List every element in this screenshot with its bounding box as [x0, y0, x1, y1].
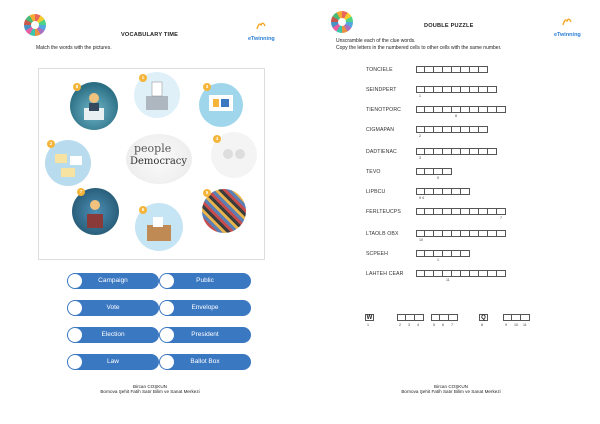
answer-cell[interactable]: [443, 250, 452, 257]
footer: [50, 384, 250, 394]
school-logo: [331, 11, 353, 33]
answer-cell[interactable]: [425, 230, 434, 237]
final-cell[interactable]: [431, 314, 440, 321]
clue-word: LTAOLB OBX: [366, 231, 399, 237]
answer-cell[interactable]: [416, 168, 425, 175]
answer-cell[interactable]: [452, 188, 461, 195]
etwinning-logo: eTwinning: [248, 18, 275, 42]
final-cell[interactable]: [521, 314, 530, 321]
answer-cell[interactable]: [416, 126, 425, 133]
answer-cell[interactable]: [470, 66, 479, 73]
answer-cell[interactable]: [452, 270, 461, 277]
footer-name: Bircan COŞKUN: [133, 384, 167, 389]
clue-word: CIGMAPAN: [366, 127, 395, 133]
etwinning-icon: [255, 21, 267, 31]
answer-cell[interactable]: [488, 208, 497, 215]
answer-cell[interactable]: [479, 230, 488, 237]
answer-cell[interactable]: [452, 86, 461, 93]
final-cells: [503, 314, 530, 321]
cell-number: 8: [455, 114, 457, 118]
answer-cell[interactable]: [443, 208, 452, 215]
answer-cell[interactable]: [416, 250, 425, 257]
final-number: 5: [433, 323, 435, 327]
answer-cell[interactable]: [497, 230, 506, 237]
answer-cell[interactable]: [434, 86, 443, 93]
answer-cell[interactable]: [452, 250, 461, 257]
answer-cells: [416, 168, 452, 175]
clue-word: TEVO: [366, 169, 381, 175]
answer-cell[interactable]: [461, 86, 470, 93]
answer-cell[interactable]: [443, 270, 452, 277]
answer-cell[interactable]: [479, 66, 488, 73]
etwinning-logo: eTwinning: [554, 14, 581, 38]
answer-cell[interactable]: [452, 148, 461, 155]
answer-cell[interactable]: [461, 270, 470, 277]
answer-cell[interactable]: [461, 188, 470, 195]
answer-cell[interactable]: [488, 106, 497, 113]
footer-school: Bornova Şehit Fatih Satır Bilim ve Sanat Merkezi: [401, 389, 501, 394]
cell-number: 2: [419, 134, 421, 138]
answer-cell[interactable]: [452, 106, 461, 113]
final-number: 6: [442, 323, 444, 327]
final-number: 10: [514, 323, 518, 327]
option-envelope[interactable]: Envelope: [159, 300, 251, 316]
final-number: 7: [451, 323, 453, 327]
number-badge: 2: [47, 140, 55, 148]
final-cell[interactable]: [406, 314, 415, 321]
final-cell[interactable]: [440, 314, 449, 321]
footer-school: Bornova Şehit Fatih Satır Bilim ve Sanat Merkezi: [100, 389, 200, 394]
answer-cell[interactable]: [470, 208, 479, 215]
final-number: 11: [523, 323, 527, 327]
answer-cells: [416, 208, 506, 215]
cell-number: 9 4: [419, 196, 424, 200]
final-number: 4: [417, 323, 419, 327]
answer-cell[interactable]: [452, 66, 461, 73]
answer-cell[interactable]: [470, 148, 479, 155]
instruction-2: Copy the letters in the numbered cells to other cells with the same number.: [336, 45, 502, 51]
cell-number: 3: [419, 156, 421, 160]
answer-cell[interactable]: [443, 126, 452, 133]
clue-word: FERLTEUCPS: [366, 209, 401, 215]
answer-cell[interactable]: [461, 230, 470, 237]
answer-cell[interactable]: [488, 270, 497, 277]
page-title: DOUBLE PUZZLE: [424, 23, 474, 29]
answer-cell[interactable]: [434, 148, 443, 155]
answer-cells: [416, 188, 470, 195]
answer-cell[interactable]: [443, 230, 452, 237]
footer: [351, 384, 551, 394]
answer-cell[interactable]: [461, 208, 470, 215]
number-badge: 6: [139, 206, 147, 214]
answer-cell[interactable]: [443, 168, 452, 175]
answer-cell[interactable]: [416, 148, 425, 155]
wordcloud-word-democracy: Democracy: [130, 156, 188, 167]
answer-cell[interactable]: [470, 86, 479, 93]
answer-cell[interactable]: [443, 148, 452, 155]
clue-word: DADTIENAC: [366, 149, 397, 155]
clue-word: LAHTEH CEAR: [366, 271, 404, 277]
option-ballot-box[interactable]: Ballot Box: [159, 354, 251, 370]
final-cells: [365, 314, 374, 321]
picture-panel: [38, 68, 265, 260]
cell-number: 7: [500, 216, 502, 220]
answer-cell[interactable]: [416, 106, 425, 113]
option-vote[interactable]: Vote: [67, 300, 159, 316]
number-badge: 7: [77, 188, 85, 196]
footer-name: Bircan COŞKUN: [434, 384, 468, 389]
answer-cell[interactable]: [470, 126, 479, 133]
final-number: 8: [481, 323, 483, 327]
number-badge: 1: [139, 74, 147, 82]
answer-cells: [416, 148, 497, 155]
answer-cells: [416, 66, 488, 73]
etwinning-icon: [561, 17, 573, 27]
answer-cell[interactable]: [434, 270, 443, 277]
answer-cell[interactable]: [425, 250, 434, 257]
answer-cell[interactable]: [461, 250, 470, 257]
answer-cell[interactable]: [443, 86, 452, 93]
cell-number: 1: [419, 94, 421, 98]
answer-cell[interactable]: [425, 270, 434, 277]
school-logo: [24, 14, 46, 36]
answer-cell[interactable]: [434, 250, 443, 257]
clue-word: SCPEEH: [366, 251, 388, 257]
answer-cell[interactable]: [416, 270, 425, 277]
final-number: 2: [399, 323, 401, 327]
final-cell[interactable]: [415, 314, 424, 321]
answer-cells: [416, 230, 506, 237]
instruction: Match the words with the pictures.: [36, 45, 112, 51]
answer-cells: [416, 126, 488, 133]
cell-number: 11: [446, 278, 450, 282]
answer-cell[interactable]: [461, 106, 470, 113]
answer-cell[interactable]: [416, 188, 425, 195]
cell-number: 1: [437, 258, 439, 262]
clue-word: LIPBCU: [366, 189, 386, 195]
cell-number: 10: [419, 238, 423, 242]
answer-cell[interactable]: [434, 188, 443, 195]
answer-cell[interactable]: [416, 230, 425, 237]
final-number: 9: [505, 323, 507, 327]
option-public[interactable]: Public: [159, 273, 251, 289]
answer-cell[interactable]: [443, 106, 452, 113]
answer-cell[interactable]: [452, 230, 461, 237]
final-number: 1: [367, 323, 369, 327]
option-election[interactable]: Election: [67, 327, 159, 343]
clue-word: TIENOTPORC: [366, 107, 402, 113]
answer-cell[interactable]: [425, 106, 434, 113]
page-title: VOCABULARY TIME: [121, 32, 179, 38]
answer-cell[interactable]: [497, 208, 506, 215]
answer-cell[interactable]: [425, 148, 434, 155]
instruction-1: Unscramble each of the clue words.: [336, 38, 416, 44]
number-badge: 8: [73, 83, 81, 91]
answer-cell[interactable]: [425, 208, 434, 215]
answer-cell[interactable]: [497, 106, 506, 113]
answer-cell[interactable]: [497, 270, 506, 277]
number-badge: 3: [203, 83, 211, 91]
final-cell[interactable]: [512, 314, 521, 321]
answer-cell[interactable]: [479, 270, 488, 277]
answer-cell[interactable]: [488, 148, 497, 155]
number-badge: 5: [203, 189, 211, 197]
number-badge: 4: [213, 135, 221, 143]
cell-number: 5: [437, 176, 439, 180]
answer-cell[interactable]: [434, 126, 443, 133]
answer-cell[interactable]: [425, 126, 434, 133]
answer-cell[interactable]: [479, 86, 488, 93]
option-president[interactable]: President: [159, 327, 251, 343]
answer-cell[interactable]: [452, 126, 461, 133]
answer-cell[interactable]: [443, 66, 452, 73]
wordcloud-word-people: people: [134, 142, 172, 155]
answer-cell[interactable]: [416, 208, 425, 215]
answer-cells: [416, 86, 497, 93]
wordcloud: [126, 134, 192, 184]
answer-cell[interactable]: [488, 86, 497, 93]
final-cells: [397, 314, 424, 321]
answer-cell[interactable]: [479, 106, 488, 113]
answer-cell[interactable]: [470, 106, 479, 113]
answer-cell[interactable]: [425, 188, 434, 195]
clue-word: TONCIELE: [366, 67, 393, 73]
answer-cell[interactable]: [479, 208, 488, 215]
answer-cells: [416, 250, 470, 257]
answer-cell[interactable]: [470, 230, 479, 237]
answer-cell[interactable]: [479, 126, 488, 133]
answer-cell[interactable]: [425, 168, 434, 175]
answer-cell[interactable]: [461, 148, 470, 155]
final-cells: [431, 314, 458, 321]
final-cell[interactable]: W: [366, 315, 373, 321]
answer-cells: [416, 106, 506, 113]
final-cell[interactable]: Q: [479, 314, 488, 321]
answer-cell[interactable]: [416, 66, 425, 73]
final-cell[interactable]: [397, 314, 406, 321]
answer-cell[interactable]: [461, 126, 470, 133]
final-cells: [479, 314, 488, 321]
answer-cell[interactable]: [425, 86, 434, 93]
final-cell[interactable]: [503, 314, 512, 321]
option-law[interactable]: Law: [67, 354, 159, 370]
answer-cell[interactable]: [443, 188, 452, 195]
answer-cell[interactable]: [434, 168, 443, 175]
answer-cell[interactable]: [452, 208, 461, 215]
answer-cell[interactable]: [434, 66, 443, 73]
answer-cell[interactable]: [416, 86, 425, 93]
answer-cell[interactable]: [470, 270, 479, 277]
answer-cell[interactable]: [434, 230, 443, 237]
answer-cell[interactable]: [488, 230, 497, 237]
answer-cells: [416, 270, 506, 277]
answer-cell[interactable]: [461, 66, 470, 73]
final-cell[interactable]: [449, 314, 458, 321]
final-number: 3: [408, 323, 410, 327]
answer-cell[interactable]: [425, 66, 434, 73]
answer-cell[interactable]: [434, 106, 443, 113]
clue-word: SEINDPERT: [366, 87, 397, 93]
option-campaign[interactable]: Campaign: [67, 273, 159, 289]
answer-cell[interactable]: [479, 148, 488, 155]
answer-cell[interactable]: [434, 208, 443, 215]
